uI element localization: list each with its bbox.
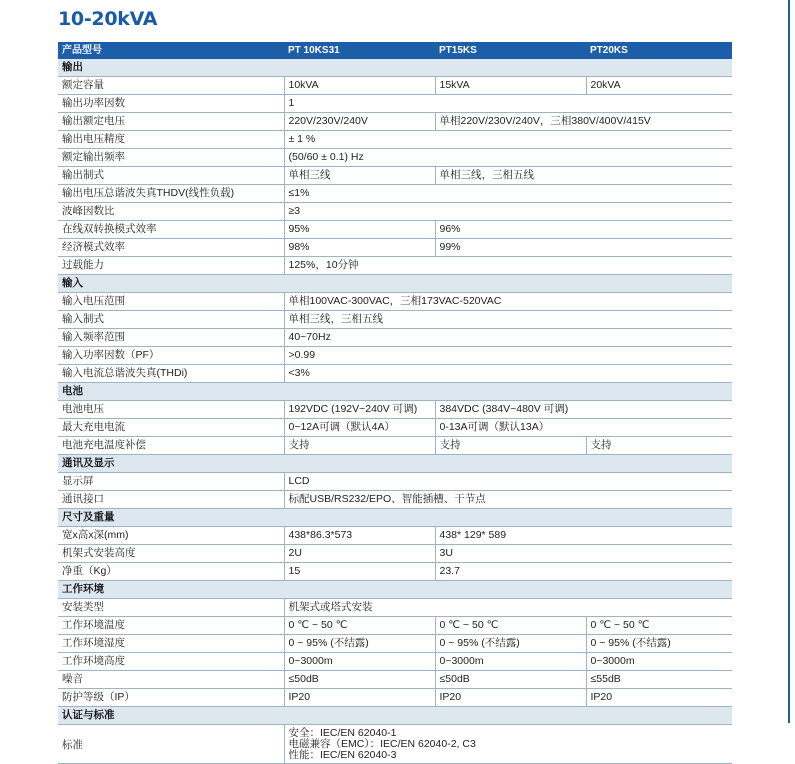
spec-value: ≤50dB [284,671,435,689]
table-row [58,563,732,581]
spec-value: ≤50dB [435,671,586,689]
spec-label: 输出电压精度 [58,131,284,149]
spec-table [58,42,732,764]
spec-value: ≤55dB [586,671,732,689]
spec-value: 23.7 [435,563,732,581]
section-heading: 工作环境 [58,581,732,599]
spec-value: 单相三线，三相五线 [284,311,732,329]
page-title: 10-20kVA [58,8,158,30]
spec-value: ≤1% [284,185,732,203]
table-row [58,95,732,113]
section-heading: 通讯及显示 [58,455,732,473]
spec-label: 在线双转换模式效率 [58,221,284,239]
spec-value: 0~3000m [435,653,586,671]
spec-label: 通讯接口 [58,491,284,509]
spec-label: 输入频率范围 [58,329,284,347]
page-edge-rule [788,0,790,723]
spec-value: 125%，10分钟 [284,257,732,275]
spec-value: 96% [435,221,732,239]
spec-value: >0.99 [284,347,732,365]
spec-value: 0 ℃ ~ 50 ℃ [586,617,732,635]
spec-value: 40~70Hz [284,329,732,347]
section-heading: 电池 [58,383,732,401]
spec-value: 15 [284,563,435,581]
table-row [58,599,732,617]
spec-value: 0 ~ 95% (不结露) [586,635,732,653]
spec-value: 99% [435,239,732,257]
spec-label: 波峰因数比 [58,203,284,221]
table-row [58,617,732,635]
spec-value: 0-13A可调（默认13A） [435,419,732,437]
section-heading: 输出 [58,59,732,77]
table-row [58,311,732,329]
table-row [58,365,732,383]
spec-label: 输入电压范围 [58,293,284,311]
spec-value: 0 ℃ ~ 50 ℃ [284,617,435,635]
spec-label: 电池充电温度补偿 [58,437,284,455]
spec-value: IP20 [435,689,586,707]
spec-value: 20kVA [586,77,732,95]
spec-label: 显示屏 [58,473,284,491]
table-row [58,653,732,671]
spec-value: 单相三线，三相五线 [435,167,732,185]
spec-value: (50/60 ± 0.1) Hz [284,149,732,167]
spec-value: 支持 [284,437,435,455]
spec-label: 额定输出频率 [58,149,284,167]
spec-value: 支持 [586,437,732,455]
table-row [58,473,732,491]
spec-label: 宽x高x深(mm) [58,527,284,545]
spec-label: 输出制式 [58,167,284,185]
spec-value: 220V/230V/240V [284,113,435,131]
spec-value: 0~3000m [284,653,435,671]
header-cell-model: PT20KS [586,42,732,59]
spec-label: 经济模式效率 [58,239,284,257]
table-row [58,671,732,689]
spec-value: 0 ~ 95% (不结露) [284,635,435,653]
table-row [58,329,732,347]
spec-label: 输入电流总谐波失真(THDi) [58,365,284,383]
spec-value: 单相三线 [284,167,435,185]
table-row [58,239,732,257]
spec-value: 单相100VAC-300VAC，三相173VAC-520VAC [284,293,732,311]
table-row [58,437,732,455]
spec-value: 192VDC (192V~240V 可调) [284,401,435,419]
spec-value: 单相220V/230V/240V，三相380V/400V/415V [435,113,732,131]
table-row [58,635,732,653]
section-row [58,383,732,401]
header-cell-label: 产品型号 [58,42,284,59]
table-row [58,203,732,221]
table-row [58,149,732,167]
spec-value: 0~12A可调（默认4A） [284,419,435,437]
spec-label: 净重（Kg） [58,563,284,581]
spec-label: 过载能力 [58,257,284,275]
spec-label: 最大充电电流 [58,419,284,437]
table-row [58,401,732,419]
spec-label: 输出电压总谐波失真THDV(线性负载) [58,185,284,203]
section-heading: 认证与标准 [58,707,732,725]
table-row [58,185,732,203]
table-row [58,419,732,437]
table-row [58,725,732,764]
spec-value: 1 [284,95,732,113]
section-row [58,59,732,77]
spec-value: 0 ~ 95% (不结露) [435,635,586,653]
spec-label: 工作环境高度 [58,653,284,671]
spec-value: 支持 [435,437,586,455]
table-header-row [58,42,732,59]
spec-value: 0~3000m [586,653,732,671]
spec-label: 安装类型 [58,599,284,617]
spec-label: 输入功率因数（PF） [58,347,284,365]
table-row [58,545,732,563]
table-row [58,491,732,509]
table-row [58,77,732,95]
spec-label: 工作环境湿度 [58,635,284,653]
spec-value: 438* 129* 589 [435,527,732,545]
section-row [58,509,732,527]
spec-label: 标准 [58,725,284,764]
header-cell-model: PT 10KS31 [284,42,435,59]
spec-value: 98% [284,239,435,257]
spec-label: 输入制式 [58,311,284,329]
spec-value: <3% [284,365,732,383]
spec-table-body [58,59,732,764]
spec-value: 10kVA [284,77,435,95]
spec-value: 3U [435,545,732,563]
spec-value-lines [284,725,732,764]
spec-value-line: 性能：IEC/EN 62040-3 [288,749,397,761]
section-row [58,581,732,599]
section-row [58,275,732,293]
spec-label: 电池电压 [58,401,284,419]
spec-value: 0 ℃ ~ 50 ℃ [435,617,586,635]
table-row [58,293,732,311]
spec-label: 机架式安装高度 [58,545,284,563]
spec-label: 防护等级（IP） [58,689,284,707]
spec-value-line: 安全：IEC/EN 62040-1 [288,727,397,739]
section-heading: 输入 [58,275,732,293]
spec-value-line: 电磁兼容（EMC）：IEC/EN 62040-2, C3 [288,738,476,750]
table-row [58,527,732,545]
table-row [58,131,732,149]
spec-value: 2U [284,545,435,563]
spec-label: 噪音 [58,671,284,689]
spec-value: ± 1 % [284,131,732,149]
section-row [58,455,732,473]
spec-label: 输出功率因数 [58,95,284,113]
table-row [58,221,732,239]
spec-value: 438*86.3*573 [284,527,435,545]
table-row [58,113,732,131]
table-row [58,347,732,365]
spec-value: 95% [284,221,435,239]
spec-label: 额定容量 [58,77,284,95]
spec-value: 15kVA [435,77,586,95]
spec-value: 标配USB/RS232/EPO、智能插槽、干节点 [284,491,732,509]
spec-label: 工作环境温度 [58,617,284,635]
spec-value: 384VDC (384V~480V 可调) [435,401,732,419]
spec-value: 机架式或塔式安装 [284,599,732,617]
section-heading: 尺寸及重量 [58,509,732,527]
table-row [58,257,732,275]
spec-value: IP20 [284,689,435,707]
table-row [58,689,732,707]
section-row [58,707,732,725]
spec-label: 输出额定电压 [58,113,284,131]
spec-value: ≥3 [284,203,732,221]
header-cell-model: PT15KS [435,42,586,59]
table-row [58,167,732,185]
spec-value: IP20 [586,689,732,707]
spec-value: LCD [284,473,732,491]
